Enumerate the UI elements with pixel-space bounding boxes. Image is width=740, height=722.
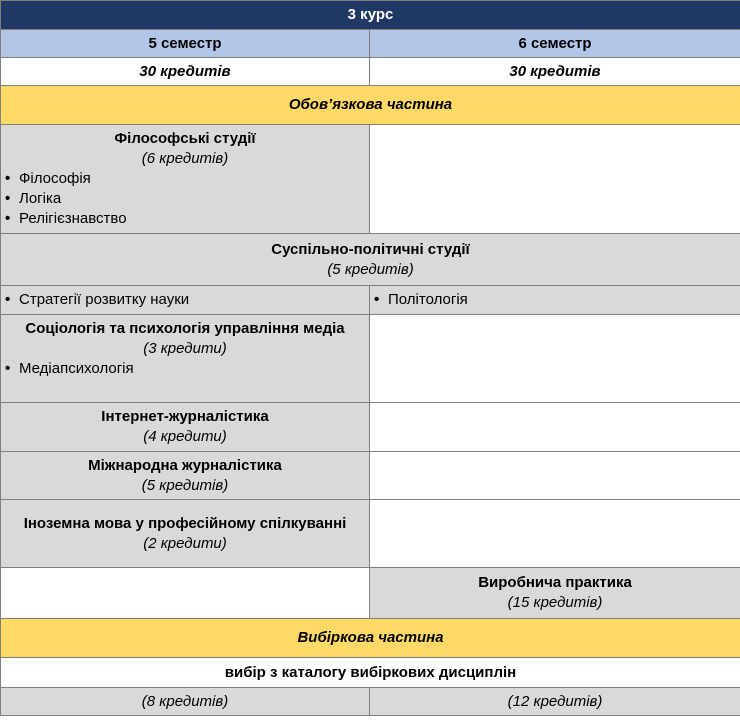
bullet-icon: • (5, 291, 11, 308)
sociology-title: Соціологія та психологія управління медіа (25, 320, 345, 337)
empty-cell (370, 500, 740, 568)
elective-section-title: Вибіркова частина (1, 619, 740, 658)
empty-cell (370, 125, 740, 234)
bullet-icon: • (5, 190, 11, 207)
list-item: • Філософія (5, 170, 91, 187)
list-item: • Релігієзнавство (5, 210, 127, 227)
intl-cell (1, 452, 370, 500)
philosophy-cell (1, 125, 370, 234)
practice-credits: (15 кредитів) (507, 594, 603, 611)
bullet-icon: • (5, 170, 11, 187)
bullet-icon: • (5, 210, 11, 227)
course-row (1, 1, 740, 30)
list-item: • Політологія (374, 291, 468, 308)
lang-cell (1, 500, 370, 568)
semester-5: 5 семестр (1, 30, 370, 58)
lang-credits: (2 кредити) (143, 534, 227, 552)
sociology-row (1, 315, 740, 403)
elective-row (1, 619, 740, 658)
intl-row (1, 452, 740, 500)
intl-title: Міжнародна журналістика (88, 456, 282, 474)
semester-6: 6 семестр (370, 30, 740, 58)
credits-6: 30 кредитів (370, 58, 740, 86)
course-header: 3 курс (1, 1, 740, 30)
practice-cell (370, 568, 740, 619)
philosophy-credits: (6 кредитів) (141, 150, 229, 167)
empty-cell (370, 452, 740, 500)
social-header-row (1, 234, 740, 286)
sociology-cell (1, 315, 370, 403)
bullet-icon: • (374, 291, 380, 308)
social-left-cell (1, 286, 370, 315)
list-item: • Стратегії розвитку науки (5, 291, 190, 308)
social-title: Суспільно-політичні студії (271, 240, 470, 258)
mandatory-section-title: Обов’язкова частина (1, 86, 740, 125)
social-header-cell (1, 234, 740, 286)
internet-row (1, 403, 740, 452)
internet-credits: (4 кредити) (143, 428, 227, 445)
philosophy-title: Філософські студії (114, 130, 256, 147)
catalog-row (1, 658, 740, 688)
empty-cell (370, 403, 740, 452)
empty-cell (1, 568, 370, 619)
elective-credits-6: (12 кредитів) (370, 688, 740, 716)
credits-row (1, 58, 740, 86)
semester-row (1, 30, 740, 58)
credits-5: 30 кредитів (1, 58, 370, 86)
philosophy-row (1, 125, 740, 234)
internet-cell (1, 403, 370, 452)
mandatory-row (1, 86, 740, 125)
empty-cell (370, 315, 740, 403)
lang-row (1, 500, 740, 568)
sociology-credits: (3 кредити) (143, 340, 227, 357)
social-right-cell (370, 286, 740, 315)
intl-credits: (5 кредитів) (141, 476, 229, 494)
internet-title: Інтернет-журналістика (101, 408, 269, 425)
list-item: • Логіка (5, 190, 62, 207)
practice-row (1, 568, 740, 619)
elective-credits-row (1, 688, 740, 716)
bullet-icon: • (5, 360, 11, 377)
list-item: • Медіапсихологія (5, 360, 134, 377)
social-credits: (5 кредитів) (327, 260, 414, 278)
practice-title: Виробнича практика (478, 574, 632, 591)
catalog-text: вибір з каталогу вибіркових дисциплін (1, 658, 740, 688)
social-items-row (1, 286, 740, 315)
elective-credits-5: (8 кредитів) (1, 688, 370, 716)
lang-title: Іноземна мова у професійному спілкуванні (23, 514, 347, 532)
